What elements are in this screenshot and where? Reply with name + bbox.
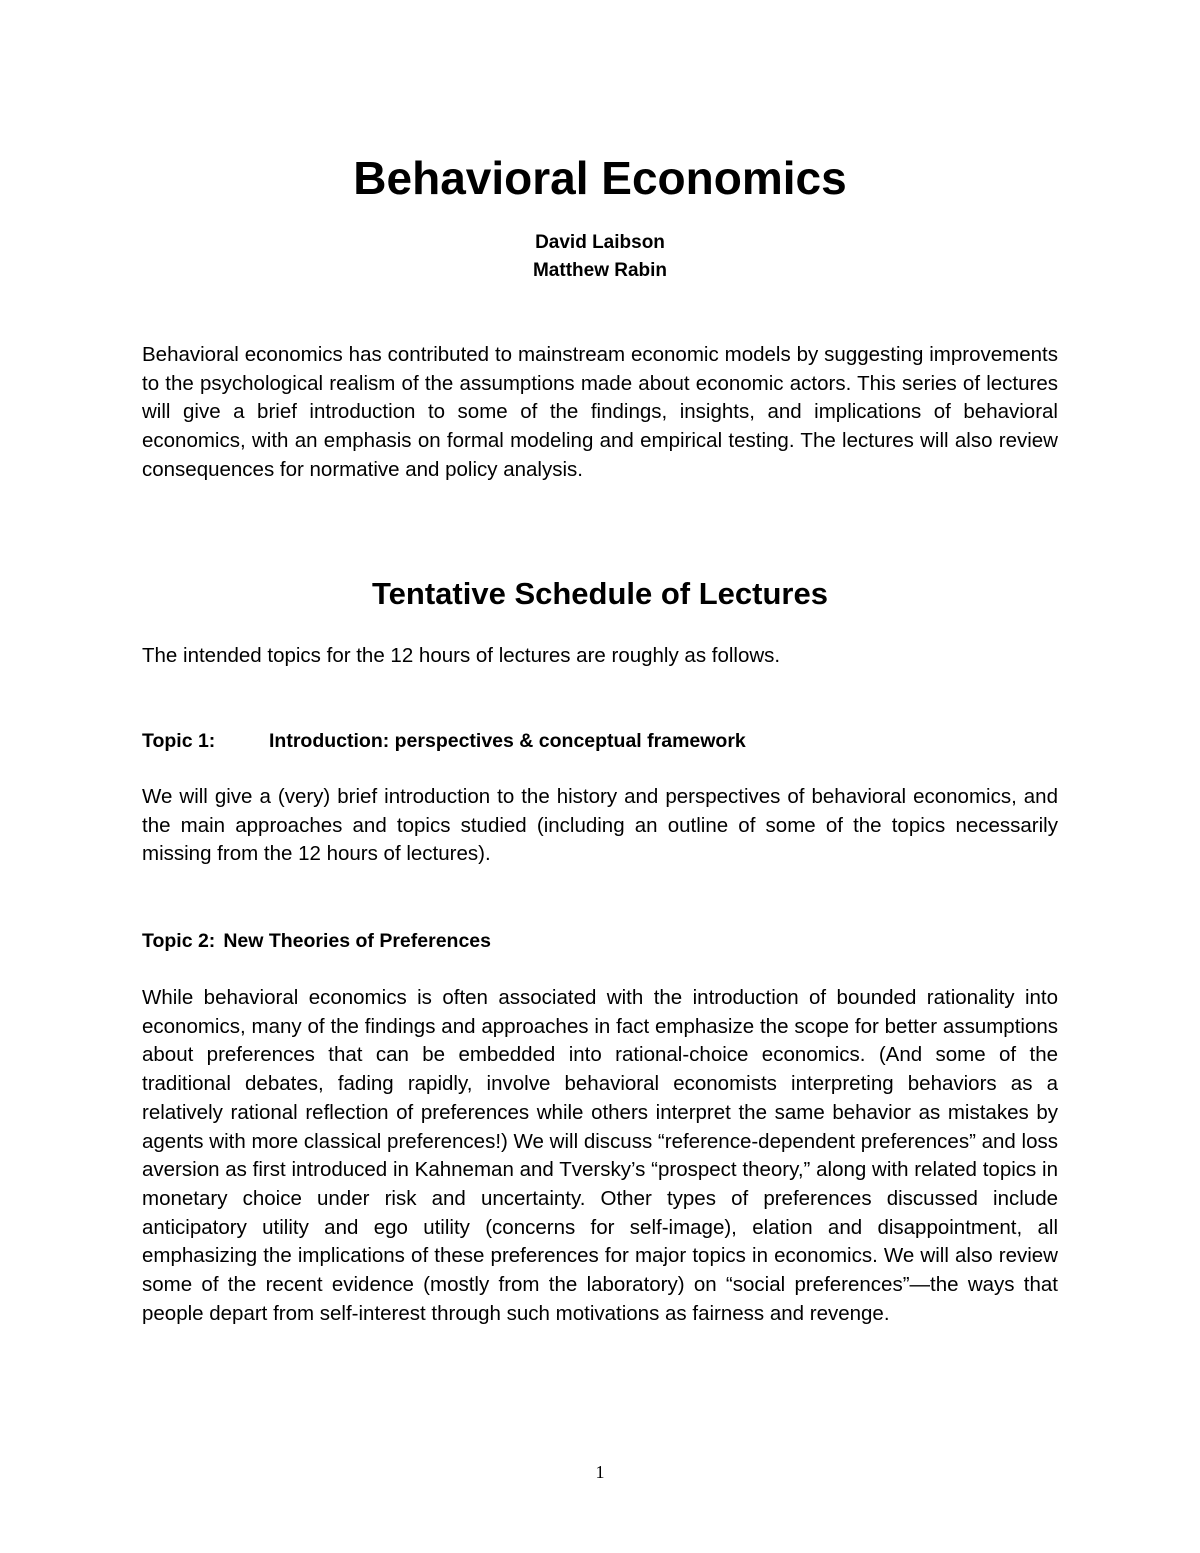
schedule-heading: Tentative Schedule of Lectures — [372, 576, 828, 611]
topic-2-label: Topic 2: — [142, 930, 216, 952]
abstract-paragraph: Behavioral economics has contributed to mainstream economic models by suggesting improvements to the psychological realism of the assumptions made about economic actors. This series of lectures will give a brief introduction to some of the findings, insights, and implications of behavioral economics, with an emphasis on formal modeling and empirical testing. The lectures will also review consequences for normative and policy analysis. — [142, 343, 1058, 481]
topic-2-title: New Theories of Preferences — [223, 930, 491, 952]
author-list — [0, 229, 1200, 285]
schedule-intro: The intended topics for the 12 hours of lectures are roughly as follows. — [142, 644, 781, 667]
page-number: 1 — [595, 1462, 605, 1482]
topic-1-body: We will give a (very) brief introduction to the history and perspectives of behavioral economics, and the main approaches and topics studied (including an outline of some of the topics necessarily missing from the 12 hours of lectures). — [142, 785, 1058, 866]
topic-1-title: Introduction: perspectives & conceptual framework — [269, 730, 746, 752]
author-name: Matthew Rabin — [532, 260, 668, 281]
document-title: Behavioral Economics — [353, 152, 847, 204]
topic-1-heading — [142, 727, 1058, 755]
topic-2-body: While behavioral economics is often associated with the introduction of bounded rationality into economics, many of the findings and approaches in fact emphasize the scope for better assumptions about preferences that can be embedded into rational-choice economics. (And some of the traditional debates, fading rapidly, involve behavioral economists interpreting behaviors as a relatively rational reflection of preferences while others interpret the same behavior as mistakes by agents with more classical preferences!) We will discuss “reference-dependent preferences” and loss aversion as first introduced in Kahneman and Tversky’s “prospect theory,” along with related topics in monetary choice under risk and uncertainty. Other types of preferences discussed include anticipatory utility and ego utility (concerns for self-image), elation and disappointment, all emphasizing the implications of these preferences for major topics in economics. We will also review some of the recent evidence (mostly from the laboratory) on “social preferences”—the ways that people depart from self-interest through such motivations as fairness and revenge. — [142, 986, 1058, 1325]
author-name: David Laibson — [535, 232, 665, 253]
topic-2-heading — [142, 927, 1058, 955]
topic-1-label: Topic 1: — [142, 730, 216, 752]
